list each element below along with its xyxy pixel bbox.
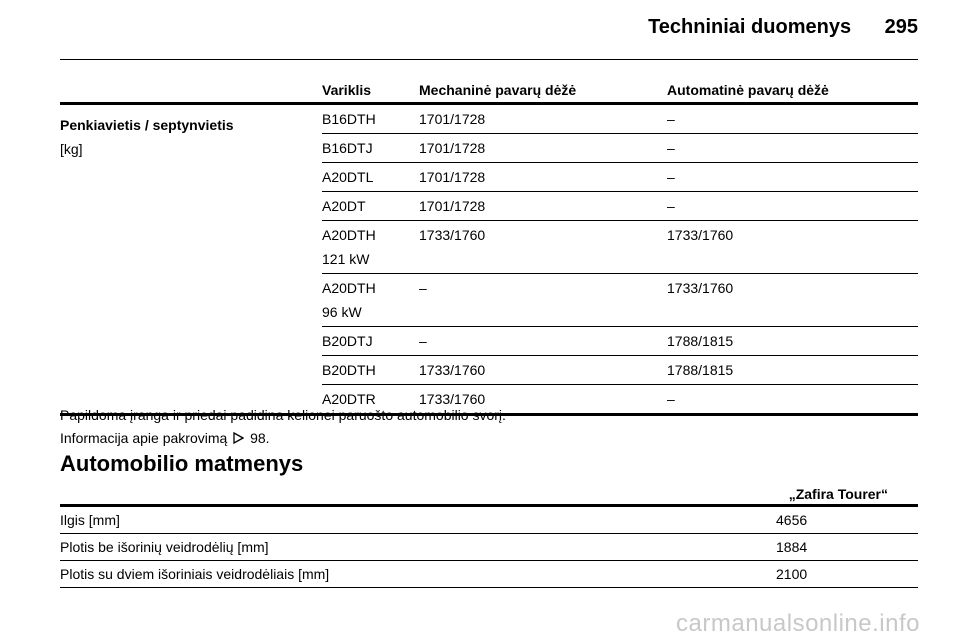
dimension-label: Plotis be išorinių veidrodėlių [mm] bbox=[60, 539, 269, 555]
table-row bbox=[322, 355, 918, 384]
manual-cell: 1733/1760 bbox=[419, 391, 486, 407]
table-row bbox=[60, 507, 918, 534]
table-row bbox=[322, 191, 918, 220]
table-row bbox=[322, 326, 918, 355]
engine-code: B16DTJ bbox=[322, 140, 373, 156]
automatic-cell: – bbox=[667, 198, 675, 214]
page-reference-arrow-icon bbox=[233, 432, 244, 444]
engine-code: B20DTH bbox=[322, 362, 376, 378]
engine-code: A20DTH bbox=[322, 227, 376, 243]
dimension-value: 1884 bbox=[776, 539, 808, 555]
dimension-rows bbox=[60, 507, 918, 588]
manual-cell: 1701/1728 bbox=[419, 111, 486, 127]
dimension-label: Ilgis [mm] bbox=[60, 512, 120, 528]
automatic-cell: – bbox=[667, 140, 675, 156]
automatic-cell: 1733/1760 bbox=[667, 280, 734, 296]
col-engine: Variklis bbox=[322, 82, 372, 98]
table-row bbox=[322, 133, 918, 162]
manual-cell: 1701/1728 bbox=[419, 169, 486, 185]
watermark: carmanualsonline.info bbox=[676, 610, 920, 637]
manual-cell: 1733/1760 bbox=[419, 227, 486, 243]
table-row bbox=[322, 162, 918, 191]
manual-cell: 1701/1728 bbox=[419, 198, 486, 214]
automatic-cell: 1788/1815 bbox=[667, 362, 734, 378]
automatic-cell: 1733/1760 bbox=[667, 227, 734, 243]
automatic-cell: 1788/1815 bbox=[667, 333, 734, 349]
note-weight: Papildoma įranga ir priedai padidina kelionei paruošto automobilio svorį. bbox=[60, 407, 506, 423]
unit-label: [kg] bbox=[60, 141, 83, 157]
automatic-cell: – bbox=[667, 111, 675, 127]
table-row bbox=[322, 220, 918, 273]
manual-cell: – bbox=[419, 280, 427, 296]
dimension-value: 4656 bbox=[776, 512, 808, 528]
page-header bbox=[648, 16, 918, 39]
manual-cell: 1733/1760 bbox=[419, 362, 486, 378]
table-row bbox=[60, 561, 918, 588]
dimension-label: Plotis su dviem išoriniais veidrodėliais [mm] bbox=[60, 566, 330, 582]
engine-code: B20DTJ bbox=[322, 333, 373, 349]
dimension-value: 2100 bbox=[776, 566, 808, 582]
engine-power: 96 kW bbox=[322, 304, 362, 320]
engine-code: A20DTR bbox=[322, 391, 376, 407]
row-label bbox=[60, 113, 310, 161]
engine-cell bbox=[322, 276, 417, 324]
engine-code: A20DTH bbox=[322, 280, 376, 296]
engine-cell bbox=[322, 223, 417, 271]
dimensions-table bbox=[60, 484, 918, 588]
col-manual: Mechaninė pavarų dėžė bbox=[419, 82, 577, 98]
col-automatic: Automatinė pavarų dėžė bbox=[667, 82, 829, 98]
page-number: 295 bbox=[884, 16, 918, 38]
table-row bbox=[322, 105, 918, 133]
note-loading-ref[interactable]: 98. bbox=[250, 430, 270, 446]
header-divider bbox=[60, 59, 918, 60]
engine-code: B16DTH bbox=[322, 111, 376, 127]
note-loading bbox=[60, 427, 506, 450]
engine-code: A20DT bbox=[322, 198, 366, 214]
table-row bbox=[322, 273, 918, 326]
manual-cell: – bbox=[419, 333, 427, 349]
engine-cell bbox=[322, 136, 417, 160]
seat-config-label: Penkiavietis / septynvietis bbox=[60, 117, 234, 133]
engine-cell bbox=[322, 329, 417, 353]
engine-cell bbox=[322, 107, 417, 131]
engine-cell bbox=[322, 194, 417, 218]
automatic-cell: – bbox=[667, 391, 675, 407]
col-model: „Zafira Tourer“ bbox=[788, 486, 888, 502]
weight-rows bbox=[322, 105, 918, 413]
weight-table-body bbox=[60, 105, 918, 416]
section-title: Techniniai duomenys bbox=[648, 16, 852, 38]
notes bbox=[60, 404, 506, 450]
table-row bbox=[60, 534, 918, 561]
engine-cell bbox=[322, 358, 417, 382]
weight-table bbox=[60, 80, 918, 416]
automatic-cell: – bbox=[667, 169, 675, 185]
note-loading-text: Informacija apie pakrovimą bbox=[60, 430, 228, 446]
dimensions-title: Automobilio matmenys bbox=[60, 451, 304, 476]
engine-power: 121 kW bbox=[322, 251, 370, 267]
engine-cell bbox=[322, 165, 417, 189]
manual-cell: 1701/1728 bbox=[419, 140, 486, 156]
engine-code: A20DTL bbox=[322, 169, 374, 185]
dimensions-header bbox=[60, 484, 918, 507]
weight-table-header bbox=[60, 80, 918, 105]
